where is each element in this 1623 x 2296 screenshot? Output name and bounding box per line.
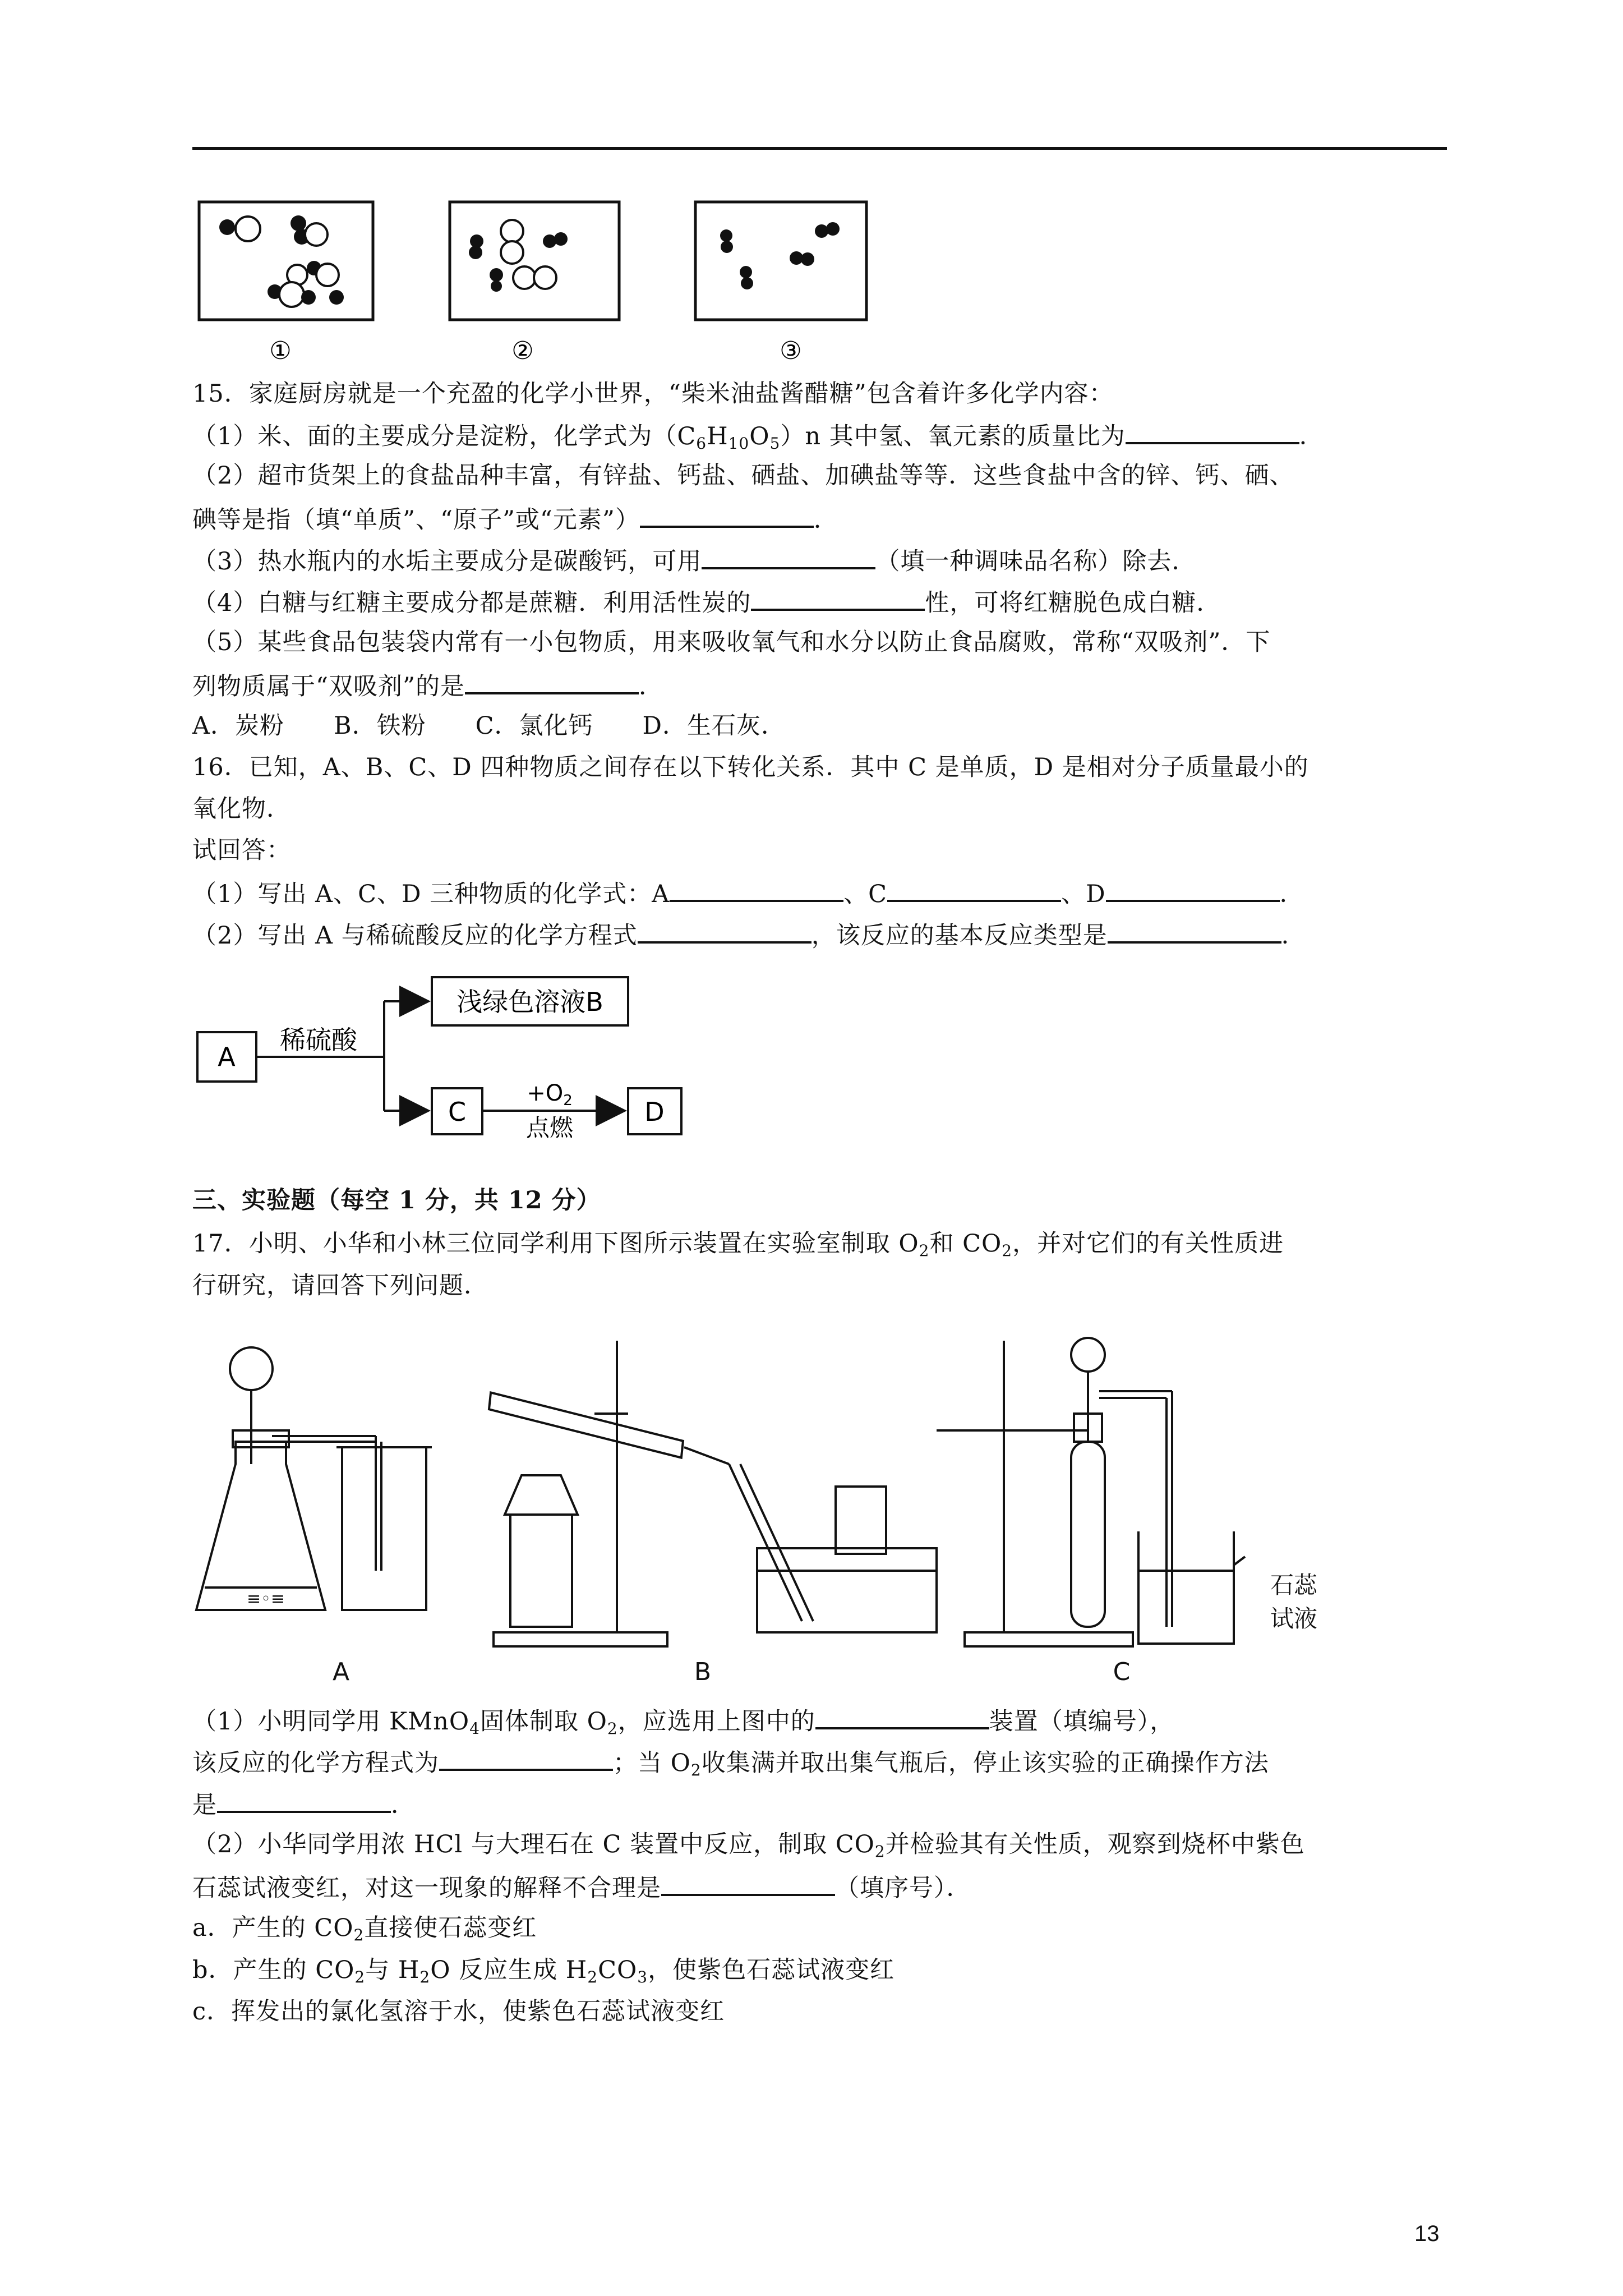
q15-part2-answer-blank[interactable]: [640, 501, 814, 528]
q15-part5-answer-blank[interactable]: [465, 668, 639, 694]
ignite-label: 点燃: [525, 1114, 574, 1139]
q16-stem-line2: 氧化物．: [192, 795, 291, 823]
reagent-label: 稀硫酸: [280, 1025, 357, 1055]
section3-heading: 三、实验题（每空 1 分，共 12 分）: [192, 1186, 601, 1214]
q17-operation-blank[interactable]: [217, 1786, 391, 1813]
box-a-label: A: [218, 1042, 236, 1072]
molecule-label-3: ③: [780, 337, 802, 365]
q15-part5-line1: （5）某些食品包装袋内常有一小包物质，用来吸收氧气和水分以防止食品腐败，常称“双吸剂”．下: [192, 628, 1271, 656]
q16-ask: 试回答：: [192, 836, 291, 864]
box-d-label: D: [644, 1097, 665, 1127]
q16-reaction-type-blank[interactable]: [1108, 917, 1281, 944]
box-b-label: 浅绿色溶液B: [457, 987, 603, 1017]
q15-part4: （4）白糖与红糖主要成分都是蔗糖．利用活性炭的 性，可将红糖脱色成白糖．: [192, 584, 1221, 620]
page-number: 13: [1414, 2221, 1440, 2246]
box-c-label: C: [448, 1097, 467, 1127]
q15-part4-answer-blank[interactable]: [751, 584, 925, 611]
q17-device-blank[interactable]: [815, 1703, 989, 1729]
q15-part1-answer-blank[interactable]: [1126, 417, 1299, 444]
q17-stem-line2: 行研究，请回答下列问题．: [192, 1272, 488, 1300]
q16-answer-a-blank[interactable]: [670, 875, 843, 902]
q15-part2-line1: （2）超市货架上的食盐品种丰富，有锌盐、钙盐、硒盐、加碘盐等等．这些食盐中含的锌、钙、硒、: [192, 462, 1294, 490]
q15-options: A．炭粉 B．铁粉 C．氯化钙 D．生石灰．: [192, 712, 786, 740]
q17-equation-blank[interactable]: [439, 1744, 613, 1771]
q16-answer-d-blank[interactable]: [1106, 875, 1280, 902]
apparatus-label-c: C: [1113, 1658, 1131, 1686]
litmus-label-line2: 试液: [1270, 1605, 1318, 1632]
q17-option-b: b．产生的 $CO_2$与 $H_2O$ 反应生成 $H_2CO_3$，使紫色石蕊试液变红: [192, 1956, 895, 1986]
q17-part2-line2: 石蕊试液变红，对这一现象的解释不合理是 （填序号）．: [192, 1869, 971, 1905]
q15-part2-line2: 碘等是指（填“单质”、“原子”或“元素”） ．: [192, 501, 838, 537]
q17-stem-line1: 17．小明、小华和小林三位同学利用下图所示装置在实验室制取 $O_2$和 $CO_2$，并对它们的有关性质进: [192, 1230, 1284, 1260]
apparatus-label-a: A: [332, 1658, 350, 1686]
svg-text:≡◦≡: ≡◦≡: [247, 1589, 285, 1609]
molecule-label-1: ①: [269, 337, 292, 365]
q17-part1-line2: 该反应的化学方程式为 ；当 $O_2$收集满并取出集气瓶后，停止该实验的正确操作方法: [192, 1744, 1269, 1787]
apparatus-c: [937, 1338, 1245, 1646]
litmus-label-line1: 石蕊: [1270, 1571, 1318, 1599]
q17-option-c: c．挥发出的氯化氢溶于水，使紫色石蕊试液变红: [192, 1998, 725, 2026]
q17-explanation-blank[interactable]: [661, 1869, 835, 1896]
apparatus-label-b: B: [694, 1658, 712, 1686]
q15-part3-answer-blank[interactable]: [702, 542, 875, 569]
q16-part2: （2）写出 A 与稀硫酸反应的化学方程式 ，该反应的基本反应类型是 ．: [192, 917, 1306, 953]
molecule-models-figure: [191, 196, 897, 370]
q15-part1: （1）米、面的主要成分是淀粉，化学式为$(C_6H_{10}O_5)n$ 其中氢、氧元素的质量比为 ．: [192, 417, 1324, 461]
q17-part1-line3: 是 ．: [192, 1786, 416, 1822]
q17-part1-line1: （1）小明同学用 KMnO$_4$固体制取 $O_2$，应选用上图中的 装置（填编号），: [192, 1703, 1174, 1746]
molecule-box-1: [199, 202, 373, 320]
molecule-box-3: [695, 202, 866, 320]
q16-answer-c-blank[interactable]: [887, 875, 1061, 902]
q17-option-a: a．产生的 $CO_2$直接使石蕊变红: [192, 1914, 537, 1944]
apparatus-a: [196, 1347, 432, 1610]
q15-stem: 15．家庭厨房就是一个充盈的化学小世界，“柴米油盐酱醋糖”包含着许多化学内容：: [192, 380, 1114, 408]
plus-o2-label: $+O_2$: [527, 1080, 573, 1109]
q16-stem-line1: 16．已知，A、B、C、D 四种物质之间存在以下转化关系．其中 C 是单质，D 是相对分子质量最小的: [192, 753, 1309, 781]
apparatus-figure: [191, 1329, 1441, 1688]
q15-part5-line2: 列物质属于“双吸剂”的是 ．: [192, 668, 663, 703]
header-rule: [192, 147, 1447, 150]
molecule-label-2: ②: [511, 337, 534, 365]
q16-part1: （1）写出 A、C、D 三种物质的化学式：A 、C 、D ．: [192, 875, 1304, 911]
q16-flow-diagram: [191, 970, 695, 1139]
molecule-box-2: [450, 202, 619, 320]
apparatus-b: [486, 1341, 937, 1646]
q16-equation-blank[interactable]: [638, 917, 811, 944]
q17-part2-line1: （2）小华同学用浓 HCl 与大理石在 C 装置中反应，制取 $CO_2$并检验其有关性质，观察到烧杯中紫色: [192, 1830, 1305, 1861]
q15-part3: （3）热水瓶内的水垢主要成分是碳酸钙，可用 （填一种调味品名称）除去．: [192, 542, 1196, 578]
